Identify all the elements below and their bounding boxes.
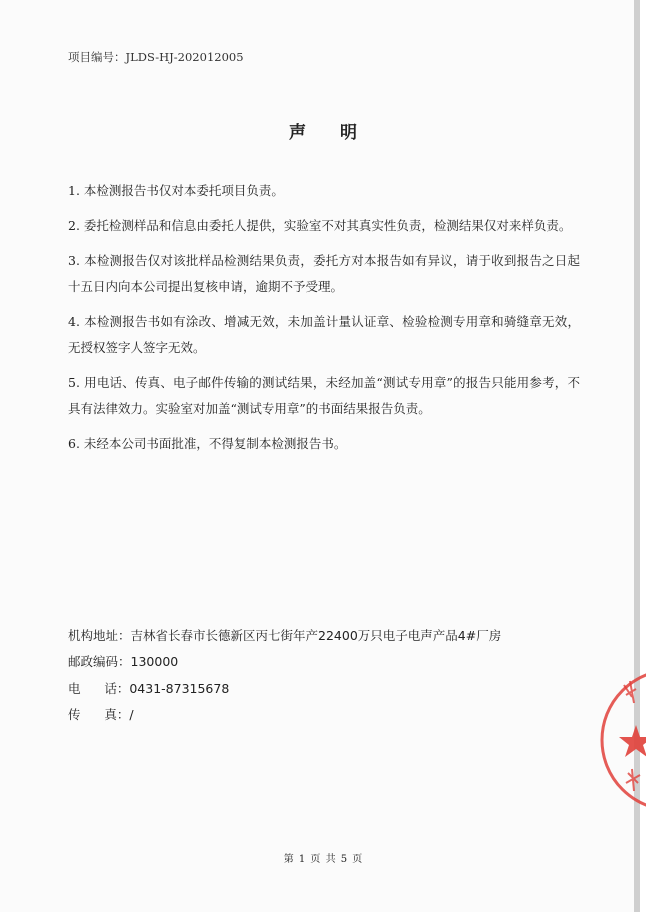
statement-list: [68, 178, 580, 466]
statement-item-1: 1. 本检测报告书仅对本委托项目负责。: [68, 183, 284, 198]
phone-label: 电 话：: [68, 680, 130, 696]
address-row: [68, 623, 501, 649]
page-title: 声明: [289, 123, 391, 143]
postcode-row: [68, 649, 501, 675]
phone-value: 0431-87315678: [129, 680, 230, 696]
statement-item-2: 2. 委托检测样品和信息由委托人提供，实验室不对其真实性负责，检测结果仅对来样负责。: [68, 217, 572, 233]
contact-info: [68, 623, 501, 729]
statement-item-3: 3. 本检测报告仅对该批样品检测结果负责，委托方对本报告如有异议，请于收到报告之日起十五日内向本公司提出复核申请，逾期不予受理。: [68, 252, 580, 294]
statement-item-4: 4. 本检测报告书如有涂改、增减无效，未加盖计量认证章、检验检测专用章和骑缝章无效，无授权签字人签字无效。: [68, 313, 580, 355]
fax-row: [68, 702, 501, 728]
address-value: 吉林省长春市长德新区丙七街年产22400万只电子电声产品4#厂房: [130, 628, 502, 643]
address-label: 机构地址：: [68, 628, 131, 643]
fax-label: 传 真：: [68, 707, 130, 723]
phone-row: [68, 676, 501, 702]
fax-value: /: [129, 707, 134, 723]
project-number: 项目编号：JLDS-HJ-202012005: [68, 50, 244, 64]
postcode-value: 130000: [130, 654, 179, 670]
seal-icon: [602, 670, 646, 810]
statement-item-6: 6. 未经本公司书面批准，不得复制本检测报告书。: [68, 435, 347, 451]
page-number: 第 1 页 共 5 页: [283, 854, 363, 865]
postcode-label: 邮政编码：: [68, 654, 131, 670]
official-seal-stamp: [610, 655, 646, 825]
statement-item-5: 5. 用电话、传真、电子邮件传输的测试结果，未经加盖“测试专用章”的报告只能用参考，不具有法律效力。实验室对加盖“测试专用章”的书面结果报告负责。: [68, 374, 580, 417]
